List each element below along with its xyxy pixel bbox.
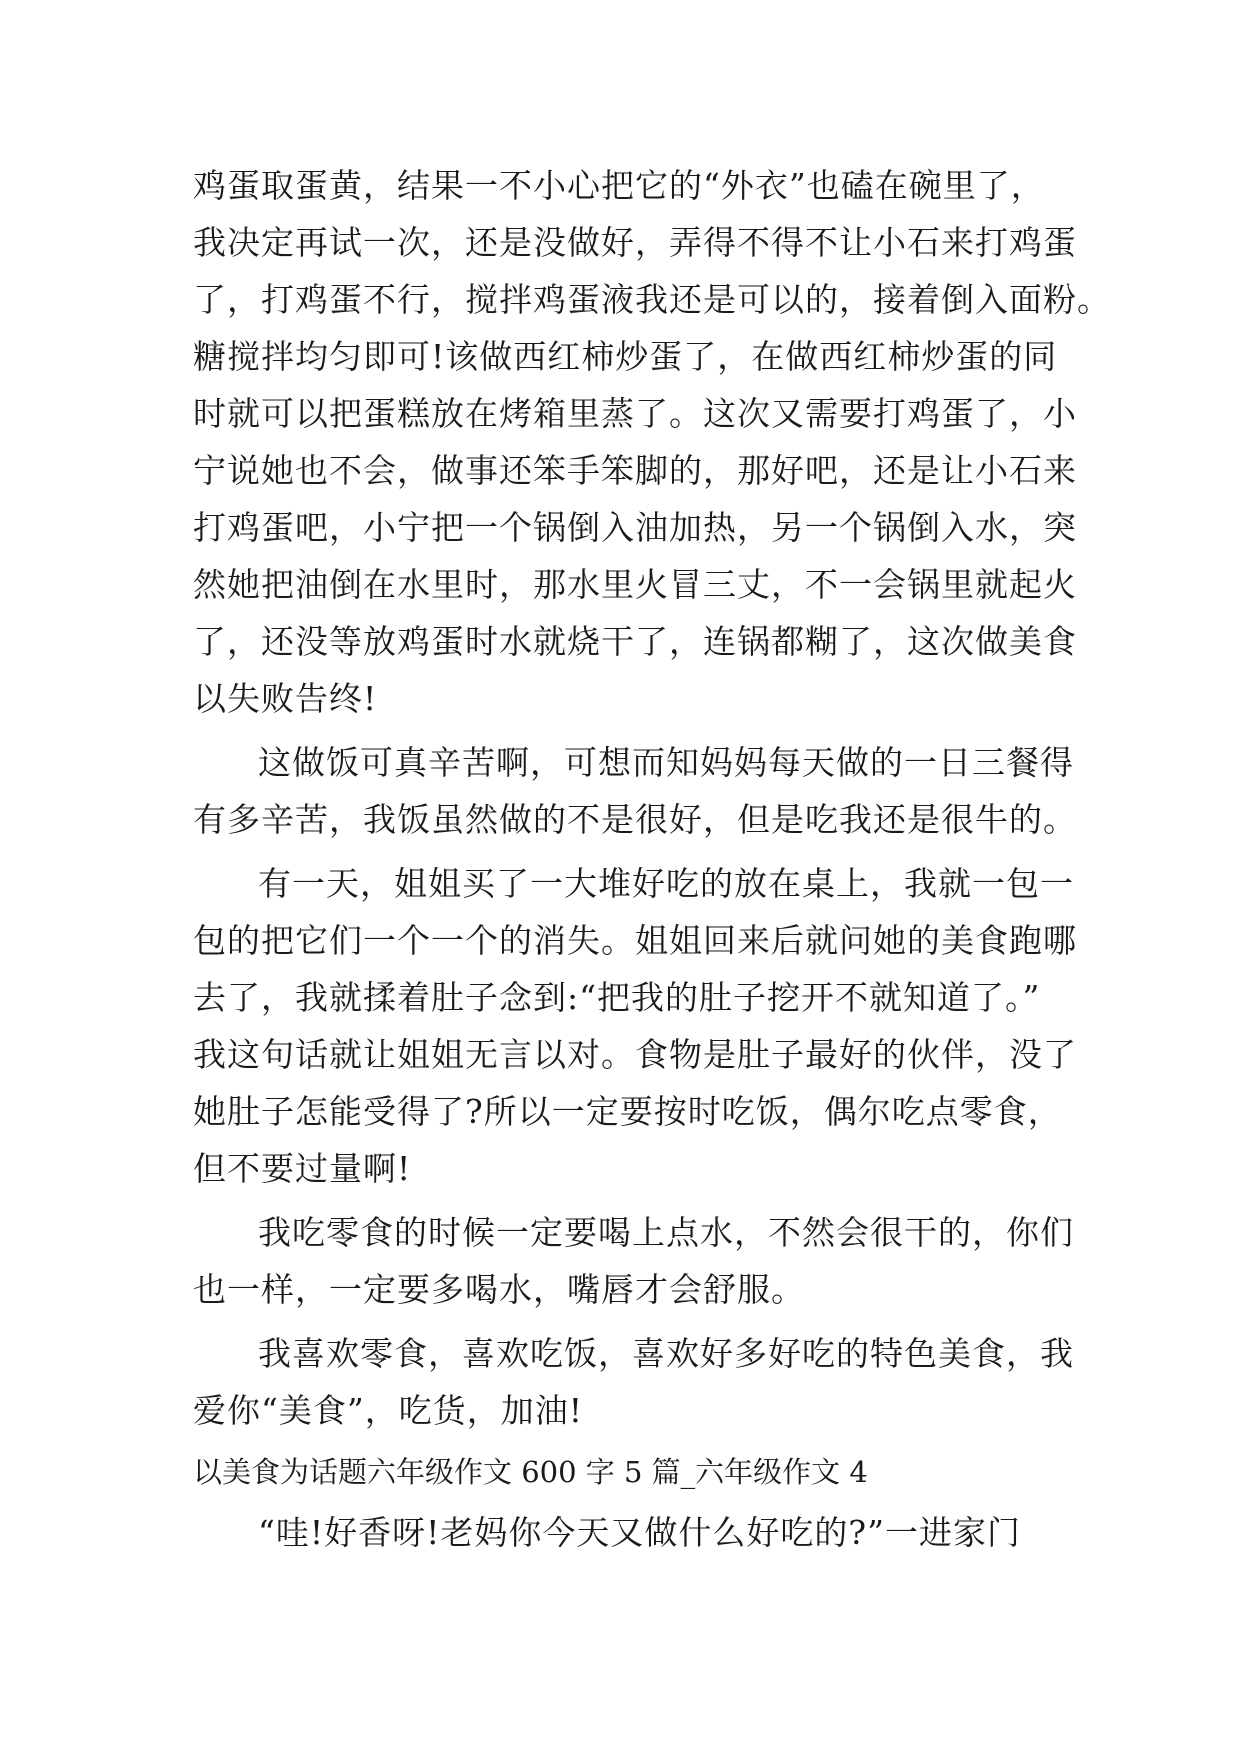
text-line: 时就可以把蛋糕放在烤箱里蒸了。这次又需要打鸡蛋了，小 [193, 394, 1077, 433]
text-line: 我这句话就让姐姐无言以对。食物是肚子最好的伙伴，没了 [193, 1035, 1077, 1074]
text-line: 然她把油倒在水里时，那水里火冒三丈，不一会锅里就起火 [193, 565, 1077, 604]
text-line: 去了，我就揉着肚子念到:“把我的肚子挖开不就知道了。” [193, 978, 1041, 1017]
text-line: 但不要过量啊! [193, 1149, 412, 1188]
section-heading: 以美食为话题六年级作文 600 字 5 篇_六年级作文 4 [193, 1455, 868, 1489]
text-line: 以失败告终! [193, 679, 378, 718]
paragraph-start-line: 有一天，姐姐买了一大堆好吃的放在桌上，我就一包一 [258, 864, 1074, 903]
paragraph-start-line: 我吃零食的时候一定要喝上点水，不然会很干的，你们 [258, 1213, 1074, 1252]
text-line: 了，还没等放鸡蛋时水就烧干了，连锅都糊了，这次做美食 [193, 622, 1077, 661]
text-line: 也一样，一定要多喝水，嘴唇才会舒服。 [193, 1270, 805, 1309]
text-line: 打鸡蛋吧，小宁把一个锅倒入油加热，另一个锅倒入水，突 [193, 508, 1077, 547]
text-line: 宁说她也不会，做事还笨手笨脚的，那好吧，还是让小石来 [193, 451, 1077, 490]
text-line: 了，打鸡蛋不行，搅拌鸡蛋液我还是可以的，接着倒入面粉。 [193, 280, 1111, 319]
text-line: 有多辛苦，我饭虽然做的不是很好，但是吃我还是很牛的。 [193, 800, 1077, 839]
text-line: 糖搅拌均匀即可!该做西红柿炒蛋了，在做西红柿炒蛋的同 [193, 337, 1058, 376]
text-line: 爱你“美食”，吃货，加油! [193, 1391, 584, 1430]
paragraph-start-line: 这做饭可真辛苦啊，可想而知妈妈每天做的一日三餐得 [258, 743, 1074, 782]
paragraph-start-line: 我喜欢零食，喜欢吃饭，喜欢好多好吃的特色美食，我 [258, 1334, 1074, 1373]
paragraph-start-line: “哇!好香呀!老妈你今天又做什么好吃的?”一进家门 [258, 1513, 1021, 1552]
text-line: 她肚子怎能受得了?所以一定要按时吃饭，偶尔吃点零食， [193, 1092, 1062, 1131]
text-line: 我决定再试一次，还是没做好，弄得不得不让小石来打鸡蛋 [193, 223, 1077, 262]
text-line: 包的把它们一个一个的消失。姐姐回来后就问她的美食跑哪 [193, 921, 1077, 960]
text-line: 鸡蛋取蛋黄，结果一不小心把它的“外衣”也磕在碗里了， [193, 166, 1045, 205]
